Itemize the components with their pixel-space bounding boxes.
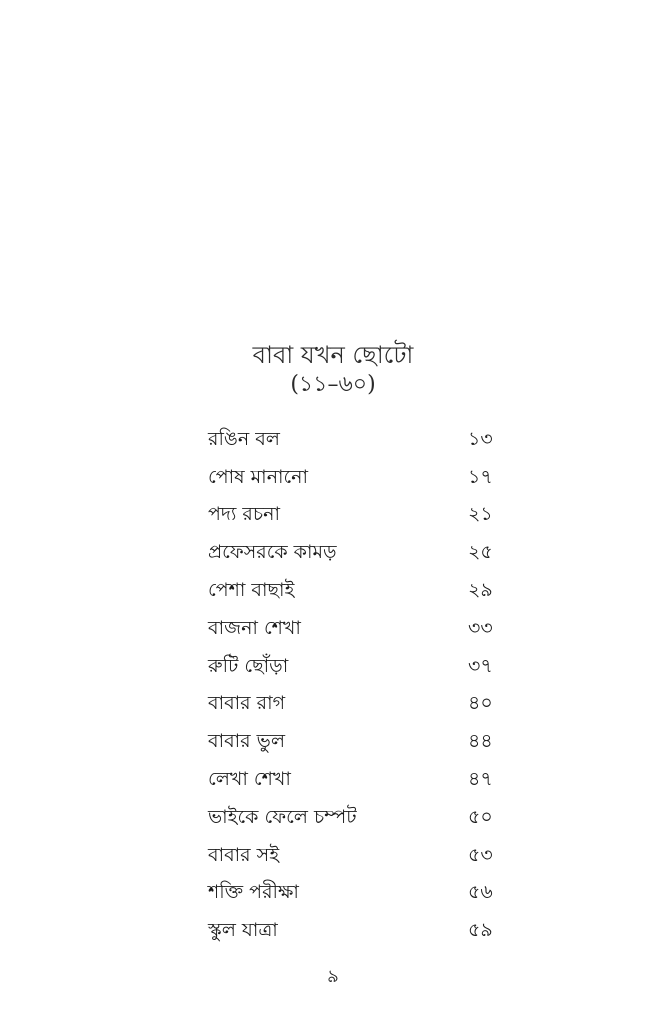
- toc-entry-title: বাজনা শেখা: [208, 616, 301, 639]
- toc-entry: [208, 535, 508, 573]
- toc-entry-title: স্কুল যাত্রা: [208, 919, 278, 942]
- toc-entry: [208, 838, 508, 876]
- toc-entry-page: ২১: [468, 503, 493, 526]
- toc-entry-title: প্রফেসরকে কামড়: [208, 541, 337, 564]
- toc-entry-title: বাবার রাগ: [208, 692, 286, 715]
- toc-entry-page: ৫০: [468, 805, 493, 828]
- toc-entry-page: ১৩: [468, 427, 493, 450]
- toc-entry: [208, 460, 508, 498]
- toc-entry-page: ৪৭: [468, 768, 493, 791]
- toc-entry-title: পদ্য রচনা: [208, 503, 280, 526]
- section-title: বাবা যখন ছোটো: [252, 341, 414, 369]
- toc-entry-title: পোষ মানানো: [208, 465, 309, 488]
- toc-entry-title: বাবার সই: [208, 843, 280, 866]
- toc-entry: [208, 876, 508, 914]
- toc-entry-title: রঙিন বল: [208, 427, 280, 450]
- toc-entry-page: ৫৩: [468, 843, 493, 866]
- toc-entry-page: ৪৪: [468, 730, 493, 753]
- toc-entry: [208, 649, 508, 687]
- toc-entry-page: ৩৭: [468, 654, 493, 677]
- toc-entry: [208, 573, 508, 611]
- toc-entry-title: লেখা শেখা: [208, 768, 291, 791]
- toc-entry-page: ৩৩: [468, 616, 493, 639]
- toc-entry: [208, 800, 508, 838]
- toc-entry-title: রুটি ছোঁড়া: [208, 654, 289, 677]
- toc-entry: [208, 762, 508, 800]
- toc-entry-title: শক্তি পরীক্ষা: [208, 881, 299, 904]
- toc-entry-page: ২৫: [468, 541, 493, 564]
- section-page-range: (১১–৬০): [290, 372, 376, 397]
- toc-entry: [208, 687, 508, 725]
- toc-entry-title: ভাইকে ফেলে চম্পট: [208, 805, 357, 828]
- toc-entry-page: ৫৯: [468, 919, 493, 942]
- page-number: ৯: [327, 966, 339, 987]
- table-of-contents: [208, 422, 508, 951]
- toc-entry: [208, 913, 508, 951]
- toc-entry: [208, 422, 508, 460]
- toc-entry-page: ৫৬: [468, 881, 493, 904]
- toc-entry: [208, 611, 508, 649]
- toc-entry-page: ১৭: [468, 465, 493, 488]
- toc-entry-page: ২৯: [468, 579, 493, 602]
- toc-entry-title: বাবার ভুল: [208, 730, 285, 753]
- toc-entry: [208, 498, 508, 536]
- toc-entry: [208, 724, 508, 762]
- toc-entry-page: ৪০: [468, 692, 493, 715]
- toc-entry-title: পেশা বাছাই: [208, 579, 295, 602]
